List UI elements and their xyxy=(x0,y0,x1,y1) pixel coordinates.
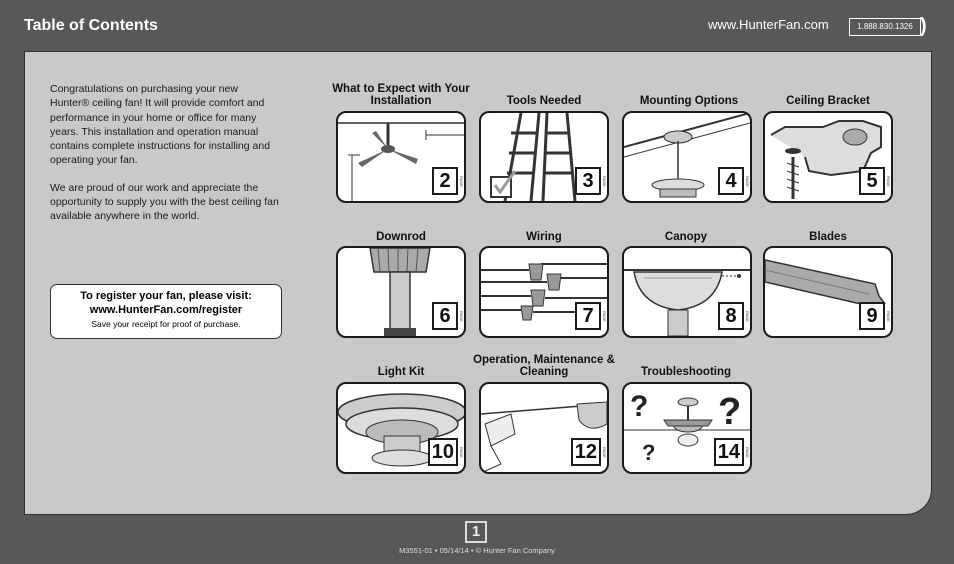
svg-text:?: ? xyxy=(642,440,656,465)
page-tag: PAGE xyxy=(601,169,607,193)
page-title: Table of Contents xyxy=(24,17,158,34)
register-note: Save your receipt for proof of purchase. xyxy=(91,319,241,329)
tile-title-tools-needed: Tools Needed xyxy=(506,95,582,107)
page-tag: PAGE xyxy=(601,440,607,464)
page-number-box: 4 xyxy=(718,167,744,195)
tile-title-what-to-expect: What to Expect with Your Installation xyxy=(332,83,470,107)
page-number-box: 9 xyxy=(859,302,885,330)
toc-tile-tools-needed[interactable] xyxy=(479,111,609,203)
tile-title-blades: Blades xyxy=(809,231,847,243)
page-number-box: 12 xyxy=(571,438,601,466)
page-number-box: 3 xyxy=(575,167,601,195)
tile-title-operation: Operation, Maintenance & Cleaning xyxy=(473,354,615,378)
tile-title-light-kit: Light Kit xyxy=(377,366,425,378)
page-number: 1 xyxy=(465,521,487,543)
toc-tile-what-to-expect[interactable] xyxy=(336,111,466,203)
page-number-box: 14 xyxy=(714,438,744,466)
register-link[interactable]: www.HunterFan.com/register xyxy=(89,304,243,316)
page-number-box: 6 xyxy=(432,302,458,330)
intro-paragraph-2: We are proud of our work and appreciate the opportunity to supply you with the best ceiling fan available anywhere in the world. xyxy=(50,181,279,223)
toc-tile-wiring[interactable] xyxy=(479,246,609,338)
svg-text:?: ? xyxy=(718,391,742,433)
page-number-box: 7 xyxy=(575,302,601,330)
svg-text:?: ? xyxy=(630,390,649,423)
tile-title-canopy: Canopy xyxy=(664,231,708,243)
tile-title-mounting-options: Mounting Options xyxy=(639,95,739,107)
tile-title-downrod: Downrod xyxy=(376,231,426,243)
toc-tile-ceiling-bracket[interactable] xyxy=(763,111,893,203)
toc-tile-light-kit[interactable] xyxy=(336,382,466,474)
toc-tile-blades[interactable] xyxy=(763,246,893,338)
intro-text xyxy=(50,82,280,237)
toc-tile-downrod[interactable] xyxy=(336,246,466,338)
register-callout xyxy=(50,284,282,339)
footer-text: M3551-01 • 05/14/14 • © Hunter Fan Company xyxy=(399,546,555,555)
page-tag: PAGE xyxy=(601,304,607,328)
page-tag: PAGE xyxy=(458,440,464,464)
page-number-box: 8 xyxy=(718,302,744,330)
page-tag: PAGE xyxy=(458,169,464,193)
page-tag: PAGE xyxy=(458,304,464,328)
toc-tile-operation[interactable] xyxy=(479,382,609,474)
website-link[interactable]: www.HunterFan.com xyxy=(708,17,829,32)
phone-handset-icon: ) xyxy=(920,15,927,37)
register-heading: To register your fan, please visit: xyxy=(80,290,252,302)
tile-title-ceiling-bracket: Ceiling Bracket xyxy=(786,95,870,107)
toc-tile-canopy[interactable] xyxy=(622,246,752,338)
page-number-box: 10 xyxy=(428,438,458,466)
toc-tile-troubleshooting[interactable] xyxy=(622,382,752,474)
phone-number[interactable]: 1.888.830.1326 xyxy=(849,18,921,36)
page-tag: PAGE xyxy=(744,304,750,328)
page-tag: PAGE xyxy=(744,169,750,193)
page-number-box: 5 xyxy=(859,167,885,195)
page-number-box: 2 xyxy=(432,167,458,195)
page-tag: PAGE xyxy=(885,304,891,328)
tile-title-wiring: Wiring xyxy=(526,231,562,243)
intro-paragraph-1: Congratulations on purchasing your new Hunter® ceiling fan! It will provide comfort and performance in your home or office for many years. This installation and operation manual contains complete instructions for installing and operating your fan. xyxy=(50,83,271,167)
toc-tile-mounting-options[interactable] xyxy=(622,111,752,203)
page-tag: PAGE xyxy=(744,440,750,464)
tile-title-troubleshooting: Troubleshooting xyxy=(640,366,732,378)
page-tag: PAGE xyxy=(885,169,891,193)
